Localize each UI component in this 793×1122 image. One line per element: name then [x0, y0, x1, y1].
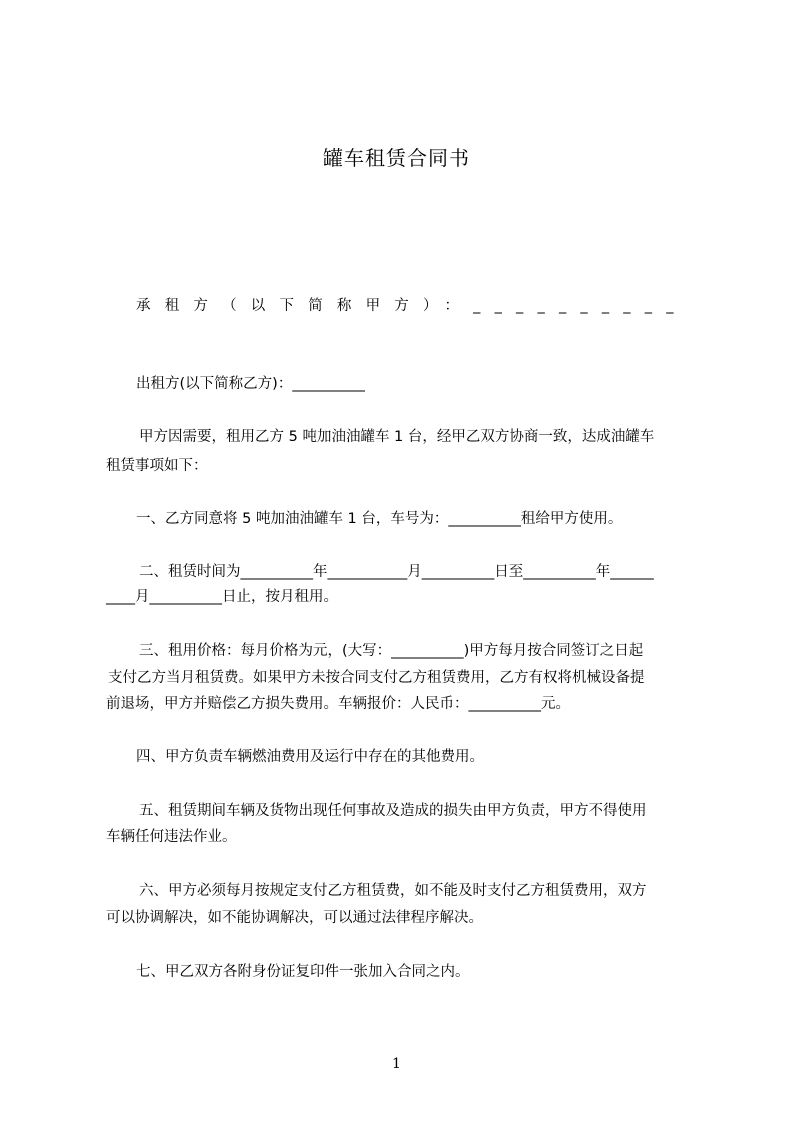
clause-3-line-1: 三、租用价格：每月价格为元，(大写：__________)甲方每月按合同签订之日起: [139, 643, 644, 659]
clause-3-line-3: 前退场，甲方并赔偿乙方损失费用。车辆报价：人民币：__________元。: [106, 696, 570, 712]
intro-line-1: 甲方因需要，租用乙方 5 吨加油油罐车 1 台，经甲乙双方协商一致，达成油罐车: [139, 429, 655, 445]
clause-6-line-1: 六、甲方必须每月按规定支付乙方租赁费，如不能及时支付乙方租赁费用，双方: [139, 883, 647, 899]
clause-1: 一、乙方同意将 5 吨加油油罐车 1 台，车号为：__________租给甲方使用。: [136, 511, 623, 527]
lessor-line: 出租方(以下简称乙方)：__________: [136, 376, 365, 392]
clause-2-line-2: ____月__________日止，按月租用。: [106, 589, 338, 605]
clause-7: 七、甲乙双方各附身份证复印件一张加入合同之内。: [136, 964, 470, 980]
clause-5-line-1: 五、租赁期间车辆及货物出现任何事故及造成的损失由甲方负责，甲方不得使用: [139, 803, 647, 819]
page-number: 1: [392, 1056, 401, 1072]
clause-4: 四、甲方负责车辆燃油费用及运行中存在的其他费用。: [136, 749, 484, 765]
document-title: 罐车租赁合同书: [323, 146, 470, 170]
clause-2-line-1: 二、租赁时间为__________年___________月__________日至__________年______: [139, 564, 654, 580]
clause-3-line-2: 支付乙方当月租赁费。如果甲方未按合同支付乙方租赁费用，乙方有权将机械设备提: [108, 670, 645, 686]
intro-line-2: 租赁事项如下：: [106, 458, 208, 474]
clause-5-line-2: 车辆任何违法作业。: [106, 829, 237, 845]
clause-6-line-2: 可以协调解决，如不能协调解决，可以通过法律程序解决。: [106, 910, 483, 926]
lessee-line: 承租方（以下简称甲方）：__________: [136, 298, 688, 314]
